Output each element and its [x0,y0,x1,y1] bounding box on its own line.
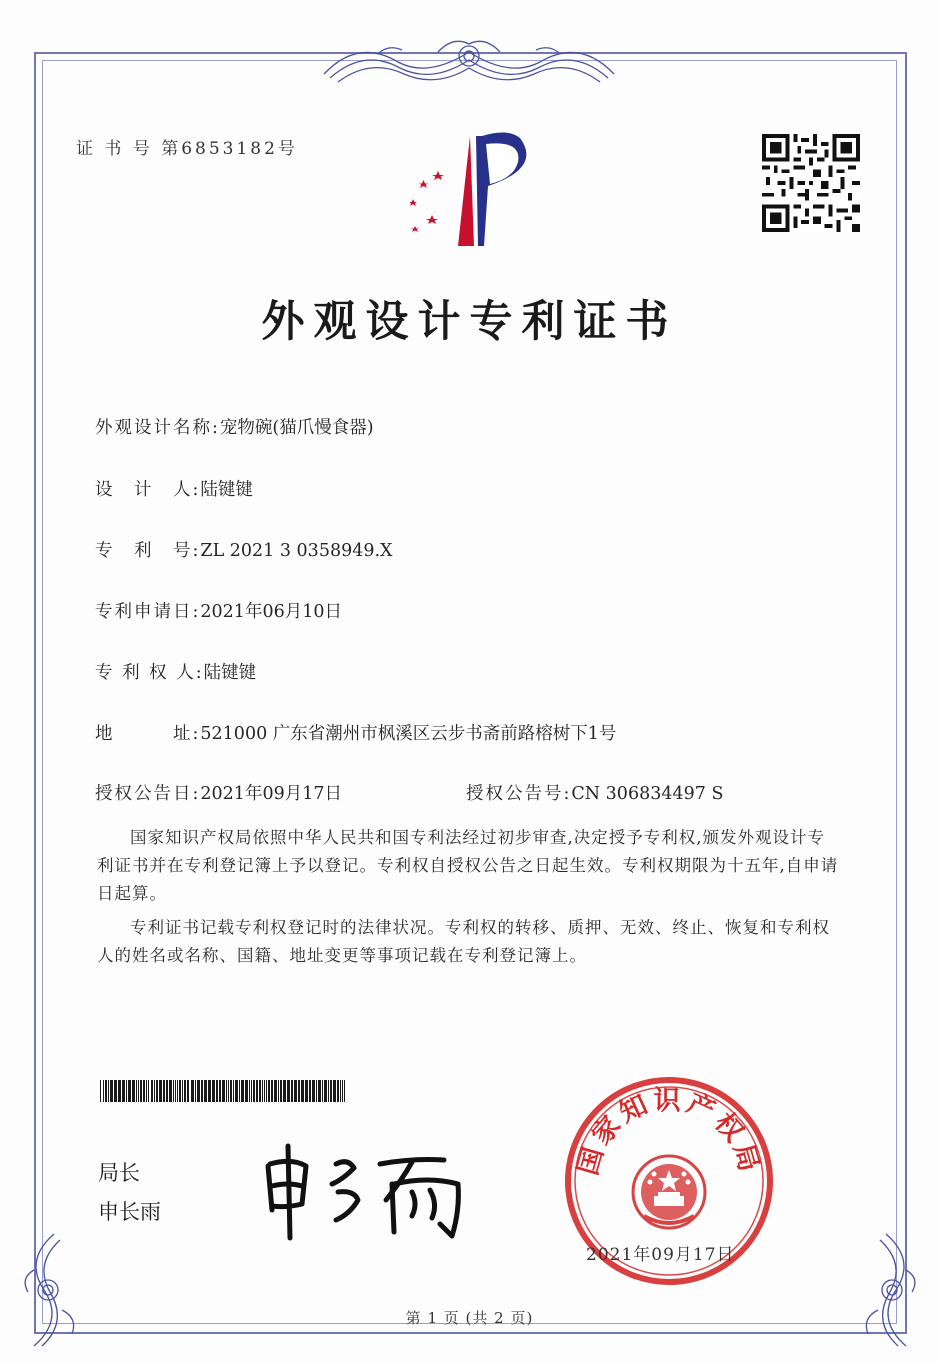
barcode-icon [100,1080,348,1102]
top-ornament [318,34,620,90]
grant-date-row [95,780,342,805]
grant-date-value: 2021年09月17日 [200,784,342,804]
corner-ornament-left [14,1230,94,1350]
certificate-number: 证 书 号 第6853182号 [76,139,298,159]
seal-date: 2021年09月17日 [586,1245,735,1265]
grant-date-label: 授权公告日: [95,784,201,804]
address-label: 地 址: [95,724,201,744]
filing-date-value: 2021年06月10日 [200,602,342,622]
grant-number-value: CN 306834497 S [571,784,724,804]
corner-ornament-right [846,1230,926,1350]
patentee-value: 陆键键 [203,663,257,683]
patent-number-row [95,537,393,562]
designer-row [95,476,253,501]
address-value: 521000 广东省潮州市枫溪区云步书斋前路榕树下1号 [200,724,617,744]
design-name-label: 外观设计名称: [95,418,220,438]
designer-label: 设 计 人: [95,480,201,500]
signatory-role: 局长 [98,1161,140,1185]
page-indicator: 第 1 页 (共 2 页) [405,1309,534,1327]
grant-number-label: 授权公告号: [466,784,572,804]
design-name-value: 宠物碗(猫爪慢食器) [219,418,374,438]
cnipa-logo-icon [392,128,552,253]
grant-number-row [466,780,723,805]
design-name-row [95,414,374,439]
statement-paragraph-2: 专利证书记载专利权登记时的法律状况。专利权的转移、质押、无效、终止、恢复和专利权人的姓名或名称、国籍、地址变更等事项记载在专利登记簿上。 [97,918,830,965]
patentee-label: 专 利 权 人: [95,663,204,683]
filing-date-label: 专利申请日: [95,602,201,622]
designer-value: 陆键键 [200,480,253,500]
address-row [95,720,616,745]
signatory-name: 申长雨 [98,1200,161,1224]
qr-code-icon [762,134,860,232]
handwritten-signature [262,1140,472,1245]
filing-date-row [95,598,342,623]
patent-number-label: 专 利 号: [95,541,201,561]
certificate-title: 外观设计专利证书 [261,297,678,347]
patent-number-value: ZL 2021 3 0358949.X [200,541,393,561]
national-emblem-icon [633,1156,705,1228]
statement-paragraph-1: 国家知识产权局依照中华人民共和国专利法经过初步审查,决定授予专利权,颁发外观设计专利证书并在专利登记簿上予以登记。专利权自授权公告之日起生效。专利权期限为十五年,自申请日起算。 [97,828,839,903]
patentee-row [95,659,256,684]
seal-text: 国家知识产权局 [572,1085,766,1179]
